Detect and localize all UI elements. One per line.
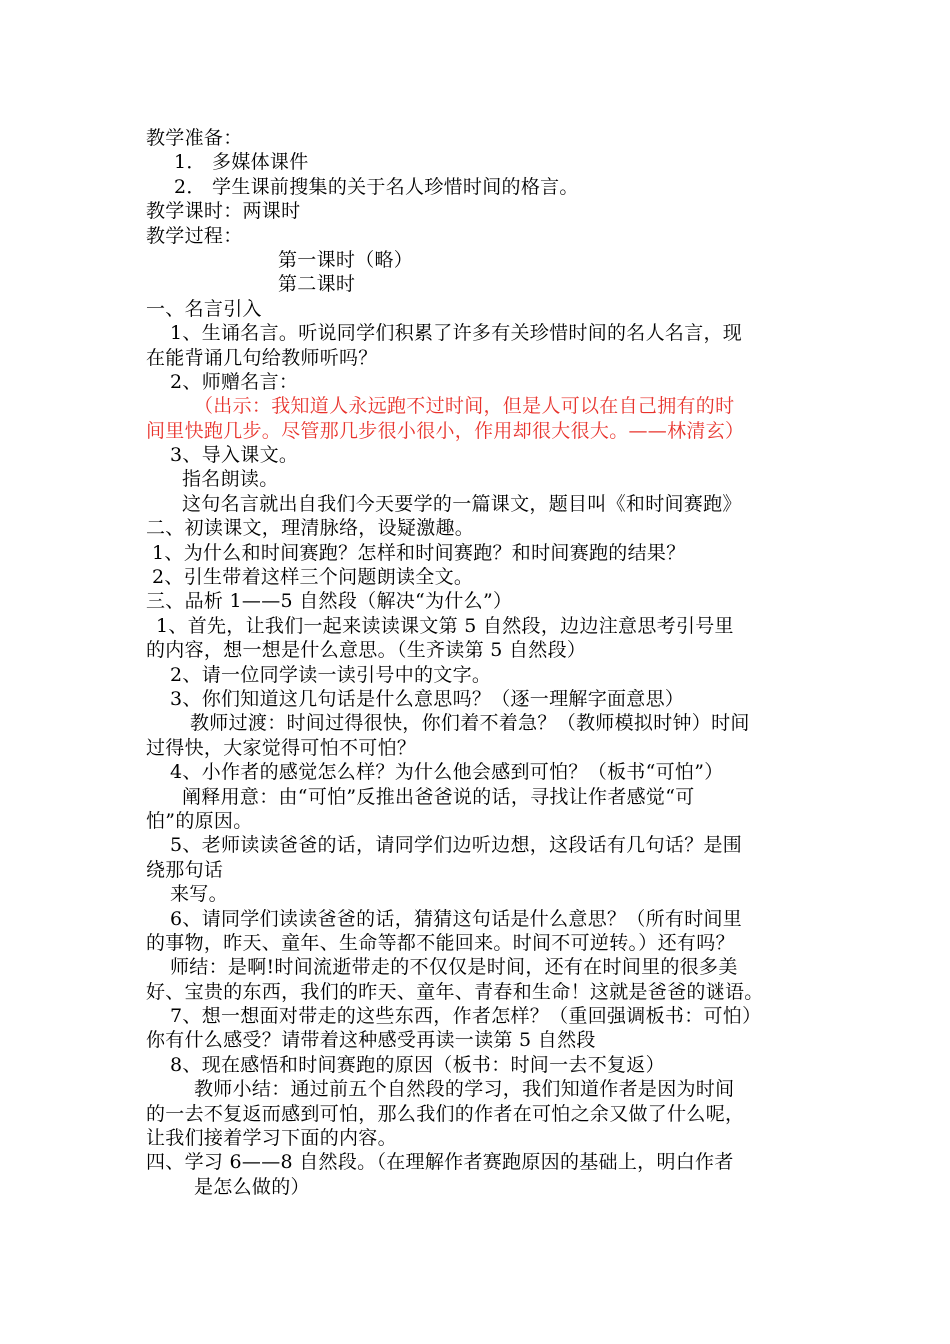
text-line: 第二课时: [278, 273, 356, 296]
text-line: 7、想一想面对带走的这些东西，作者怎样？（重回强调板书：可怕）: [170, 1005, 762, 1028]
text-line: 教学准备：: [146, 127, 243, 149]
text-line: 指名朗读。: [182, 468, 279, 491]
text-line: 5、老师读读爸爸的话，请同学们边听边想，这段话有几句话？是围: [170, 834, 743, 857]
text-line: 1、生诵名言。听说同学们积累了许多有关珍惜时间的名人名言，现: [170, 322, 743, 345]
document-body: [146, 126, 816, 1199]
text-line: 2、引生带着这样三个问题朗读全文。: [152, 566, 474, 589]
text-line: 4、小作者的感觉怎么样？为什么他会感到可怕？（板书“可怕”）: [170, 761, 724, 784]
text-line: 教学过程：: [146, 224, 243, 247]
quote-line: 间里快跑几步。尽管那几步很小很小，作用却很大很大。——林清玄）: [146, 419, 745, 442]
text-line: 绕那句话: [146, 858, 224, 881]
text-line: 2、师赠名言：: [170, 370, 299, 393]
text-line: 一、名言引入: [146, 297, 262, 320]
text-line: 6、请同学们读读爸爸的话，猜猜这句话是什么意思？（所有时间里: [170, 907, 743, 930]
text-line: 在能背诵几句给教师听吗？: [146, 346, 378, 369]
text-line: 来写。: [170, 883, 228, 906]
text-line: 1． 多媒体课件: [174, 151, 309, 174]
text-line: 师结：是啊!时间流逝带走的不仅仅是时间，还有在时间里的很多美: [170, 956, 738, 979]
text-line: 第一课时（略）: [278, 248, 414, 271]
text-line: 阐释用意：由“可怕”反推出爸爸说的话，寻找让作者感觉“可: [182, 785, 695, 808]
text-line: 好、宝贵的东西，我们的昨天、童年、青春和生命！这就是爸爸的谜语。: [146, 980, 764, 1003]
text-line: 的一去不复返而感到可怕，那么我们的作者在可怕之余又做了什么呢，: [146, 1102, 745, 1125]
text-line: 是怎么做的）: [194, 1175, 310, 1198]
text-line: 让我们接着学习下面的内容。: [146, 1127, 397, 1150]
text-line: 1、首先，让我们一起来读读课文第 5 自然段，边边注意思考引号里: [156, 614, 734, 637]
text-line: 三、品析 1——5 自然段（解决“为什么”）: [146, 590, 513, 613]
text-line: 教师小结：通过前五个自然段的学习，我们知道作者是因为时间: [194, 1078, 735, 1101]
text-line: 的内容，想一想是什么意思。（生齐读第 5 自然段）: [146, 639, 587, 662]
text-line: 你有什么感受？请带着这种感受再读一读第 5 自然段: [146, 1029, 596, 1052]
text-line: 2． 学生课前搜集的关于名人珍惜时间的格言。: [174, 175, 579, 198]
text-line: 教学课时：两课时: [146, 200, 301, 223]
text-line: 过得快，大家觉得可怕不可怕？: [146, 736, 417, 759]
text-line: 二、初读课文，理清脉络，设疑激趣。: [146, 517, 475, 540]
quote-line: （出示：我知道人永远跑不过时间，但是人可以在自己拥有的时: [194, 395, 735, 418]
text-line: 3、导入课文。: [170, 444, 299, 467]
text-line: 怕”的原因。: [146, 809, 253, 832]
text-line: 1、为什么和时间赛跑？怎样和时间赛跑？和时间赛跑的结果？: [152, 541, 686, 564]
text-line: 这句名言就出自我们今天要学的一篇课文，题目叫《和时间赛跑》: [182, 492, 742, 515]
text-line: 教师过渡：时间过得很快，你们着不着急？（教师模拟时钟）时间: [190, 712, 750, 735]
text-line: 2、请一位同学读一读引号中的文字。: [170, 663, 492, 686]
text-line: 的事物，昨天、童年、生命等都不能回来。时间不可逆转。）还有吗？: [146, 931, 735, 954]
text-line: 3、你们知道这几句话是什么意思吗？（逐一理解字面意思）: [170, 687, 685, 710]
text-line: 8、现在感悟和时间赛跑的原因（板书：时间一去不复返）: [170, 1053, 665, 1076]
text-line: 四、学习 6——8 自然段。（在理解作者赛跑原因的基础上，明白作者: [146, 1151, 734, 1174]
